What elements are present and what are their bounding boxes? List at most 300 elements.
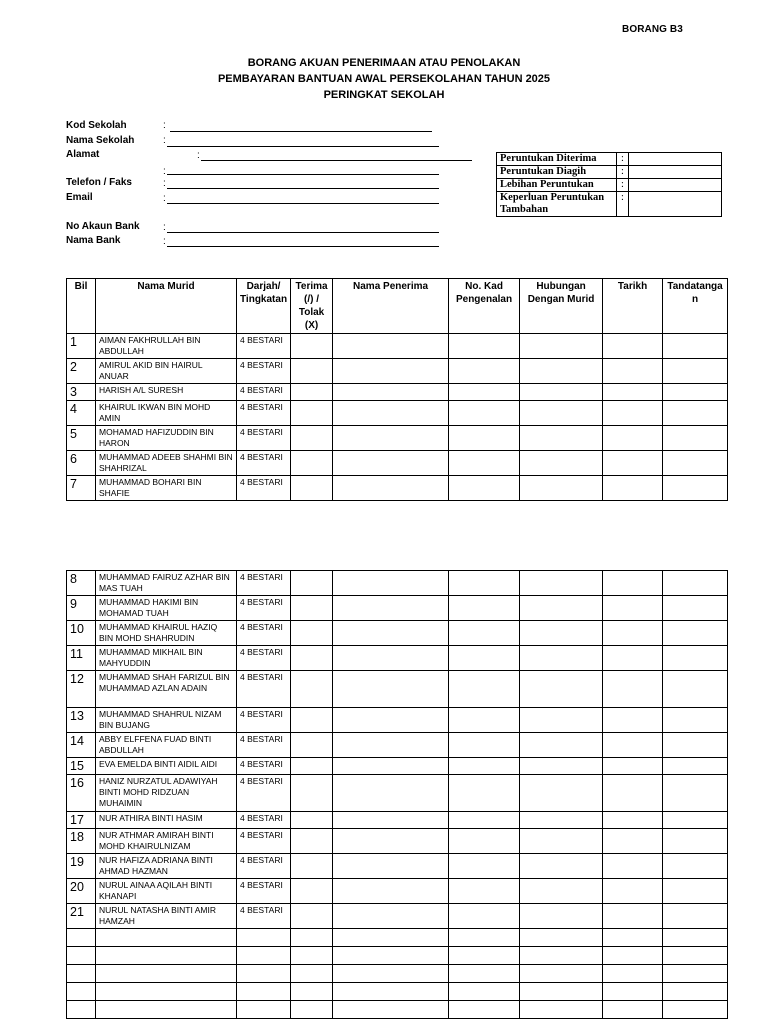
blank-cell[interactable] bbox=[237, 983, 291, 1001]
nama-penerima-cell[interactable] bbox=[333, 384, 449, 401]
blank-cell[interactable] bbox=[96, 947, 237, 965]
tarikh-cell[interactable] bbox=[603, 854, 663, 879]
hubungan-cell[interactable] bbox=[520, 646, 603, 671]
allocation-sep: : bbox=[617, 179, 629, 192]
allocation-value[interactable] bbox=[629, 166, 722, 179]
alamat-field-2[interactable] bbox=[167, 174, 439, 175]
no-kad-cell[interactable] bbox=[449, 621, 520, 646]
blank-cell[interactable] bbox=[603, 1001, 663, 1019]
blank-cell[interactable] bbox=[663, 965, 728, 983]
no-kad-cell[interactable] bbox=[449, 775, 520, 812]
nama-penerima-cell[interactable] bbox=[333, 879, 449, 904]
student-name: MOHAMAD HAFIZUDDIN BIN HARON bbox=[96, 426, 237, 451]
kod-sekolah-label: Kod Sekolah bbox=[66, 119, 127, 132]
no-kad-cell[interactable] bbox=[449, 671, 520, 708]
nama-sekolah-field[interactable] bbox=[167, 146, 439, 147]
blank-cell[interactable] bbox=[663, 929, 728, 947]
blank-row bbox=[67, 929, 728, 947]
student-bil: 18 bbox=[67, 829, 96, 854]
nama-penerima-cell[interactable] bbox=[333, 646, 449, 671]
allocation-label: Keperluan Peruntukan Tambahan bbox=[497, 192, 617, 217]
hubungan-cell[interactable] bbox=[520, 904, 603, 929]
hubungan-cell[interactable] bbox=[520, 621, 603, 646]
hubungan-cell[interactable] bbox=[520, 571, 603, 596]
student-bil: 2 bbox=[67, 359, 96, 384]
student-darjah: 4 BESTARI bbox=[237, 596, 291, 621]
table-row bbox=[67, 426, 728, 451]
tandatangan-cell[interactable] bbox=[663, 879, 728, 904]
nama-penerima-cell[interactable] bbox=[333, 621, 449, 646]
blank-cell[interactable] bbox=[603, 983, 663, 1001]
tandatangan-cell[interactable] bbox=[663, 829, 728, 854]
nama-bank-field[interactable] bbox=[167, 246, 439, 247]
no-kad-cell[interactable] bbox=[449, 451, 520, 476]
student-darjah: 4 BESTARI bbox=[237, 812, 291, 829]
tarikh-cell[interactable] bbox=[603, 359, 663, 384]
student-bil: 21 bbox=[67, 904, 96, 929]
hubungan-cell[interactable] bbox=[520, 401, 603, 426]
nama-penerima-cell[interactable] bbox=[333, 334, 449, 359]
hubungan-cell[interactable] bbox=[520, 879, 603, 904]
student-bil: 8 bbox=[67, 571, 96, 596]
no-kad-cell[interactable] bbox=[449, 596, 520, 621]
no-kad-cell[interactable] bbox=[449, 426, 520, 451]
blank-cell[interactable] bbox=[333, 983, 449, 1001]
student-darjah: 4 BESTARI bbox=[237, 334, 291, 359]
allocation-row bbox=[497, 192, 722, 217]
header-terima: Terima (/) / Tolak (X) bbox=[291, 279, 333, 334]
hubungan-cell[interactable] bbox=[520, 829, 603, 854]
table-row bbox=[67, 879, 728, 904]
colon: : bbox=[197, 150, 200, 161]
blank-cell[interactable] bbox=[449, 983, 520, 1001]
tandatangan-cell[interactable] bbox=[663, 904, 728, 929]
table-row bbox=[67, 829, 728, 854]
student-name: MUHAMMAD SHAH FARIZUL BIN MUHAMMAD AZLAN ADAIN bbox=[96, 671, 237, 708]
nama-penerima-cell[interactable] bbox=[333, 671, 449, 708]
tarikh-cell[interactable] bbox=[603, 733, 663, 758]
no-kad-cell[interactable] bbox=[449, 646, 520, 671]
blank-cell[interactable] bbox=[67, 947, 96, 965]
no-akaun-field[interactable] bbox=[167, 232, 439, 233]
colon: : bbox=[163, 120, 166, 131]
blank-cell[interactable] bbox=[333, 929, 449, 947]
blank-cell[interactable] bbox=[449, 929, 520, 947]
tarikh-cell[interactable] bbox=[603, 621, 663, 646]
student-darjah: 4 BESTARI bbox=[237, 708, 291, 733]
tandatangan-cell[interactable] bbox=[663, 708, 728, 733]
tarikh-cell[interactable] bbox=[603, 401, 663, 426]
terima-cell[interactable] bbox=[291, 775, 333, 812]
tarikh-cell[interactable] bbox=[603, 451, 663, 476]
tandatangan-cell[interactable] bbox=[663, 758, 728, 775]
allocation-label: Peruntukan Diagih bbox=[497, 166, 617, 179]
table-row bbox=[67, 904, 728, 929]
blank-cell[interactable] bbox=[333, 1001, 449, 1019]
blank-cell[interactable] bbox=[291, 1001, 333, 1019]
blank-cell[interactable] bbox=[237, 965, 291, 983]
terima-cell[interactable] bbox=[291, 671, 333, 708]
nama-penerima-cell[interactable] bbox=[333, 359, 449, 384]
student-name: NURUL NATASHA BINTI AMIR HAMZAH bbox=[96, 904, 237, 929]
form-code: BORANG B3 bbox=[622, 24, 683, 35]
student-bil: 10 bbox=[67, 621, 96, 646]
no-kad-cell[interactable] bbox=[449, 401, 520, 426]
tandatangan-cell[interactable] bbox=[663, 384, 728, 401]
table-row bbox=[67, 758, 728, 775]
alamat-label: Alamat bbox=[66, 148, 100, 161]
terima-cell[interactable] bbox=[291, 596, 333, 621]
student-name: MUHAMMAD FAIRUZ AZHAR BIN MAS TUAH bbox=[96, 571, 237, 596]
blank-cell[interactable] bbox=[291, 929, 333, 947]
student-bil: 15 bbox=[67, 758, 96, 775]
blank-cell[interactable] bbox=[96, 983, 237, 1001]
student-bil: 4 bbox=[67, 401, 96, 426]
terima-cell[interactable] bbox=[291, 476, 333, 501]
no-kad-cell[interactable] bbox=[449, 758, 520, 775]
student-bil: 17 bbox=[67, 812, 96, 829]
student-darjah: 4 BESTARI bbox=[237, 829, 291, 854]
blank-cell[interactable] bbox=[96, 929, 237, 947]
student-name: AIMAN FAKHRULLAH BIN ABDULLAH bbox=[96, 334, 237, 359]
table-row bbox=[67, 451, 728, 476]
no-kad-cell[interactable] bbox=[449, 829, 520, 854]
header-bil: Bil bbox=[67, 279, 96, 334]
hubungan-cell[interactable] bbox=[520, 671, 603, 708]
terima-cell[interactable] bbox=[291, 571, 333, 596]
student-darjah: 4 BESTARI bbox=[237, 401, 291, 426]
allocation-sep: : bbox=[617, 153, 629, 166]
hubungan-cell[interactable] bbox=[520, 451, 603, 476]
blank-row bbox=[67, 1001, 728, 1019]
tarikh-cell[interactable] bbox=[603, 384, 663, 401]
student-darjah: 4 BESTARI bbox=[237, 904, 291, 929]
student-name: MUHAMMAD ADEEB SHAHMI BIN SHAHRIZAL bbox=[96, 451, 237, 476]
blank-cell[interactable] bbox=[663, 983, 728, 1001]
tarikh-cell[interactable] bbox=[603, 758, 663, 775]
terima-cell[interactable] bbox=[291, 904, 333, 929]
tarikh-cell[interactable] bbox=[603, 476, 663, 501]
terima-cell[interactable] bbox=[291, 708, 333, 733]
blank-cell[interactable] bbox=[449, 1001, 520, 1019]
colon: : bbox=[163, 193, 166, 204]
blank-cell[interactable] bbox=[603, 929, 663, 947]
terima-cell[interactable] bbox=[291, 359, 333, 384]
student-name: EVA EMELDA BINTI AIDIL AIDI bbox=[96, 758, 237, 775]
header-darjah: Darjah/ Tingkatan bbox=[237, 279, 291, 334]
hubungan-cell[interactable] bbox=[520, 758, 603, 775]
blank-cell[interactable] bbox=[291, 947, 333, 965]
blank-cell[interactable] bbox=[67, 1001, 96, 1019]
student-name: HANIZ NURZATUL ADAWIYAH BINTI MOHD RIDZUAN MUHAIMIN bbox=[96, 775, 237, 812]
table-row bbox=[67, 854, 728, 879]
student-name: MUHAMMAD KHAIRUL HAZIQ BIN MOHD SHAHRUDIN bbox=[96, 621, 237, 646]
student-bil: 16 bbox=[67, 775, 96, 812]
alamat-field-1[interactable] bbox=[201, 160, 472, 161]
table-row bbox=[67, 571, 728, 596]
nama-penerima-cell[interactable] bbox=[333, 733, 449, 758]
terima-cell[interactable] bbox=[291, 646, 333, 671]
blank-cell[interactable] bbox=[663, 947, 728, 965]
table-row bbox=[67, 733, 728, 758]
blank-cell[interactable] bbox=[333, 947, 449, 965]
blank-cell[interactable] bbox=[67, 983, 96, 1001]
nama-penerima-cell[interactable] bbox=[333, 451, 449, 476]
student-bil: 6 bbox=[67, 451, 96, 476]
blank-cell[interactable] bbox=[603, 965, 663, 983]
blank-cell[interactable] bbox=[520, 1001, 603, 1019]
hubungan-cell[interactable] bbox=[520, 359, 603, 384]
student-darjah: 4 BESTARI bbox=[237, 621, 291, 646]
header-no-kad: No. Kad Pengenalan bbox=[449, 279, 520, 334]
student-name: KHAIRUL IKWAN BIN MOHD AMIN bbox=[96, 401, 237, 426]
table-row bbox=[67, 708, 728, 733]
colon: : bbox=[163, 236, 166, 247]
student-name: MUHAMMAD MIKHAIL BIN MAHYUDDIN bbox=[96, 646, 237, 671]
no-akaun-label: No Akaun Bank bbox=[66, 220, 140, 233]
allocation-value[interactable] bbox=[629, 192, 722, 217]
no-kad-cell[interactable] bbox=[449, 812, 520, 829]
allocation-sep: : bbox=[617, 166, 629, 179]
blank-cell[interactable] bbox=[237, 929, 291, 947]
student-name: NUR ATHMAR AMIRAH BINTI MOHD KHAIRULNIZAM bbox=[96, 829, 237, 854]
table-row bbox=[67, 359, 728, 384]
title-line-3: PERINGKAT SEKOLAH bbox=[323, 89, 445, 101]
colon: : bbox=[163, 222, 166, 233]
tandatangan-cell[interactable] bbox=[663, 571, 728, 596]
student-name: MUHAMMAD SHAHRUL NIZAM BIN BUJANG bbox=[96, 708, 237, 733]
title-line-1: BORANG AKUAN PENERIMAAN ATAU PENOLAKAN bbox=[247, 57, 521, 69]
hubungan-cell[interactable] bbox=[520, 775, 603, 812]
tandatangan-cell[interactable] bbox=[663, 733, 728, 758]
allocation-row bbox=[497, 166, 722, 179]
terima-cell[interactable] bbox=[291, 854, 333, 879]
terima-cell[interactable] bbox=[291, 733, 333, 758]
student-darjah: 4 BESTARI bbox=[237, 646, 291, 671]
table-row bbox=[67, 646, 728, 671]
table-header-row bbox=[67, 279, 728, 334]
nama-penerima-cell[interactable] bbox=[333, 476, 449, 501]
header-nama-penerima: Nama Penerima bbox=[333, 279, 449, 334]
student-darjah: 4 BESTARI bbox=[237, 426, 291, 451]
student-bil: 20 bbox=[67, 879, 96, 904]
header-tandatangan: Tandatanga n bbox=[663, 279, 728, 334]
student-bil: 1 bbox=[67, 334, 96, 359]
student-darjah: 4 BESTARI bbox=[237, 571, 291, 596]
student-bil: 13 bbox=[67, 708, 96, 733]
colon: : bbox=[163, 135, 166, 146]
tarikh-cell[interactable] bbox=[603, 571, 663, 596]
form-title bbox=[0, 55, 768, 103]
table-row bbox=[67, 476, 728, 501]
blank-cell[interactable] bbox=[663, 1001, 728, 1019]
tandatangan-cell[interactable] bbox=[663, 621, 728, 646]
student-darjah: 4 BESTARI bbox=[237, 384, 291, 401]
title-line-2: PEMBAYARAN BANTUAN AWAL PERSEKOLAHAN TAHUN 2025 bbox=[217, 73, 551, 85]
tandatangan-cell[interactable] bbox=[663, 451, 728, 476]
no-kad-cell[interactable] bbox=[449, 476, 520, 501]
no-kad-cell[interactable] bbox=[449, 733, 520, 758]
tarikh-cell[interactable] bbox=[603, 426, 663, 451]
tarikh-cell[interactable] bbox=[603, 671, 663, 708]
blank-cell[interactable] bbox=[520, 965, 603, 983]
table-row bbox=[67, 401, 728, 426]
student-darjah: 4 BESTARI bbox=[237, 451, 291, 476]
student-name: NUR HAFIZA ADRIANA BINTI AHMAD HAZMAN bbox=[96, 854, 237, 879]
student-darjah: 4 BESTARI bbox=[237, 879, 291, 904]
table-row bbox=[67, 621, 728, 646]
header-nama-murid: Nama Murid bbox=[96, 279, 237, 334]
hubungan-cell[interactable] bbox=[520, 596, 603, 621]
terima-cell[interactable] bbox=[291, 334, 333, 359]
telefon-label: Telefon / Faks bbox=[66, 176, 132, 189]
tarikh-cell[interactable] bbox=[603, 596, 663, 621]
no-kad-cell[interactable] bbox=[449, 904, 520, 929]
blank-cell[interactable] bbox=[237, 1001, 291, 1019]
allocation-label: Peruntukan Diterima bbox=[497, 153, 617, 166]
blank-cell[interactable] bbox=[603, 947, 663, 965]
student-name: AMIRUL AKID BIN HAIRUL ANUAR bbox=[96, 359, 237, 384]
tandatangan-cell[interactable] bbox=[663, 646, 728, 671]
tandatangan-cell[interactable] bbox=[663, 426, 728, 451]
terima-cell[interactable] bbox=[291, 812, 333, 829]
hubungan-cell[interactable] bbox=[520, 334, 603, 359]
terima-cell[interactable] bbox=[291, 401, 333, 426]
kod-sekolah-field[interactable] bbox=[170, 131, 432, 132]
hubungan-cell[interactable] bbox=[520, 854, 603, 879]
blank-cell[interactable] bbox=[449, 947, 520, 965]
tandatangan-cell[interactable] bbox=[663, 775, 728, 812]
table-row bbox=[67, 384, 728, 401]
tandatangan-cell[interactable] bbox=[663, 854, 728, 879]
tarikh-cell[interactable] bbox=[603, 334, 663, 359]
tarikh-cell[interactable] bbox=[603, 812, 663, 829]
no-kad-cell[interactable] bbox=[449, 571, 520, 596]
blank-cell[interactable] bbox=[67, 965, 96, 983]
header-tarikh: Tarikh bbox=[603, 279, 663, 334]
student-darjah: 4 BESTARI bbox=[237, 476, 291, 501]
header-hubungan: Hubungan Dengan Murid bbox=[520, 279, 603, 334]
table-row bbox=[67, 671, 728, 708]
student-table-1 bbox=[66, 278, 728, 501]
student-bil: 11 bbox=[67, 646, 96, 671]
tarikh-cell[interactable] bbox=[603, 775, 663, 812]
nama-penerima-cell[interactable] bbox=[333, 596, 449, 621]
tandatangan-cell[interactable] bbox=[663, 596, 728, 621]
tandatangan-cell[interactable] bbox=[663, 671, 728, 708]
blank-row bbox=[67, 983, 728, 1001]
student-bil: 7 bbox=[67, 476, 96, 501]
hubungan-cell[interactable] bbox=[520, 733, 603, 758]
blank-cell[interactable] bbox=[67, 929, 96, 947]
student-darjah: 4 BESTARI bbox=[237, 758, 291, 775]
tandatangan-cell[interactable] bbox=[663, 476, 728, 501]
allocation-table bbox=[496, 152, 722, 217]
tandatangan-cell[interactable] bbox=[663, 359, 728, 384]
student-darjah: 4 BESTARI bbox=[237, 854, 291, 879]
nama-penerima-cell[interactable] bbox=[333, 708, 449, 733]
nama-bank-label: Nama Bank bbox=[66, 234, 121, 247]
nama-penerima-cell[interactable] bbox=[333, 426, 449, 451]
blank-cell[interactable] bbox=[520, 929, 603, 947]
terima-cell[interactable] bbox=[291, 879, 333, 904]
nama-penerima-cell[interactable] bbox=[333, 775, 449, 812]
terima-cell[interactable] bbox=[291, 384, 333, 401]
colon: : bbox=[163, 166, 166, 177]
telefon-field[interactable] bbox=[167, 188, 439, 189]
hubungan-cell[interactable] bbox=[520, 708, 603, 733]
tarikh-cell[interactable] bbox=[603, 646, 663, 671]
nama-penerima-cell[interactable] bbox=[333, 571, 449, 596]
allocation-value[interactable] bbox=[629, 179, 722, 192]
student-bil: 9 bbox=[67, 596, 96, 621]
hubungan-cell[interactable] bbox=[520, 476, 603, 501]
blank-cell[interactable] bbox=[291, 965, 333, 983]
student-name: NURUL AINAA AQILAH BINTI KHANAPI bbox=[96, 879, 237, 904]
terima-cell[interactable] bbox=[291, 426, 333, 451]
tarikh-cell[interactable] bbox=[603, 708, 663, 733]
hubungan-cell[interactable] bbox=[520, 384, 603, 401]
no-kad-cell[interactable] bbox=[449, 359, 520, 384]
student-darjah: 4 BESTARI bbox=[237, 775, 291, 812]
student-bil: 19 bbox=[67, 854, 96, 879]
nama-penerima-cell[interactable] bbox=[333, 401, 449, 426]
hubungan-cell[interactable] bbox=[520, 812, 603, 829]
nama-penerima-cell[interactable] bbox=[333, 829, 449, 854]
terima-cell[interactable] bbox=[291, 451, 333, 476]
tarikh-cell[interactable] bbox=[603, 904, 663, 929]
student-table-2 bbox=[66, 570, 728, 1019]
blank-cell[interactable] bbox=[96, 965, 237, 983]
colon: : bbox=[163, 178, 166, 189]
terima-cell[interactable] bbox=[291, 758, 333, 775]
student-bil: 12 bbox=[67, 671, 96, 708]
blank-cell[interactable] bbox=[96, 1001, 237, 1019]
blank-cell[interactable] bbox=[520, 983, 603, 1001]
no-kad-cell[interactable] bbox=[449, 334, 520, 359]
no-kad-cell[interactable] bbox=[449, 384, 520, 401]
terima-cell[interactable] bbox=[291, 621, 333, 646]
terima-cell[interactable] bbox=[291, 829, 333, 854]
email-field[interactable] bbox=[167, 203, 439, 204]
blank-cell[interactable] bbox=[237, 947, 291, 965]
tarikh-cell[interactable] bbox=[603, 879, 663, 904]
table-row bbox=[67, 334, 728, 359]
blank-cell[interactable] bbox=[449, 965, 520, 983]
student-darjah: 4 BESTARI bbox=[237, 733, 291, 758]
allocation-value[interactable] bbox=[629, 153, 722, 166]
tarikh-cell[interactable] bbox=[603, 829, 663, 854]
allocation-row bbox=[497, 179, 722, 192]
no-kad-cell[interactable] bbox=[449, 708, 520, 733]
tandatangan-cell[interactable] bbox=[663, 334, 728, 359]
nama-penerima-cell[interactable] bbox=[333, 904, 449, 929]
nama-penerima-cell[interactable] bbox=[333, 758, 449, 775]
tandatangan-cell[interactable] bbox=[663, 812, 728, 829]
blank-cell[interactable] bbox=[520, 947, 603, 965]
no-kad-cell[interactable] bbox=[449, 879, 520, 904]
nama-penerima-cell[interactable] bbox=[333, 812, 449, 829]
nama-penerima-cell[interactable] bbox=[333, 854, 449, 879]
blank-cell[interactable] bbox=[291, 983, 333, 1001]
no-kad-cell[interactable] bbox=[449, 854, 520, 879]
blank-row bbox=[67, 947, 728, 965]
blank-cell[interactable] bbox=[333, 965, 449, 983]
hubungan-cell[interactable] bbox=[520, 426, 603, 451]
email-label: Email bbox=[66, 191, 93, 204]
student-name: MUHAMMAD HAKIMI BIN MOHAMAD TUAH bbox=[96, 596, 237, 621]
tandatangan-cell[interactable] bbox=[663, 401, 728, 426]
